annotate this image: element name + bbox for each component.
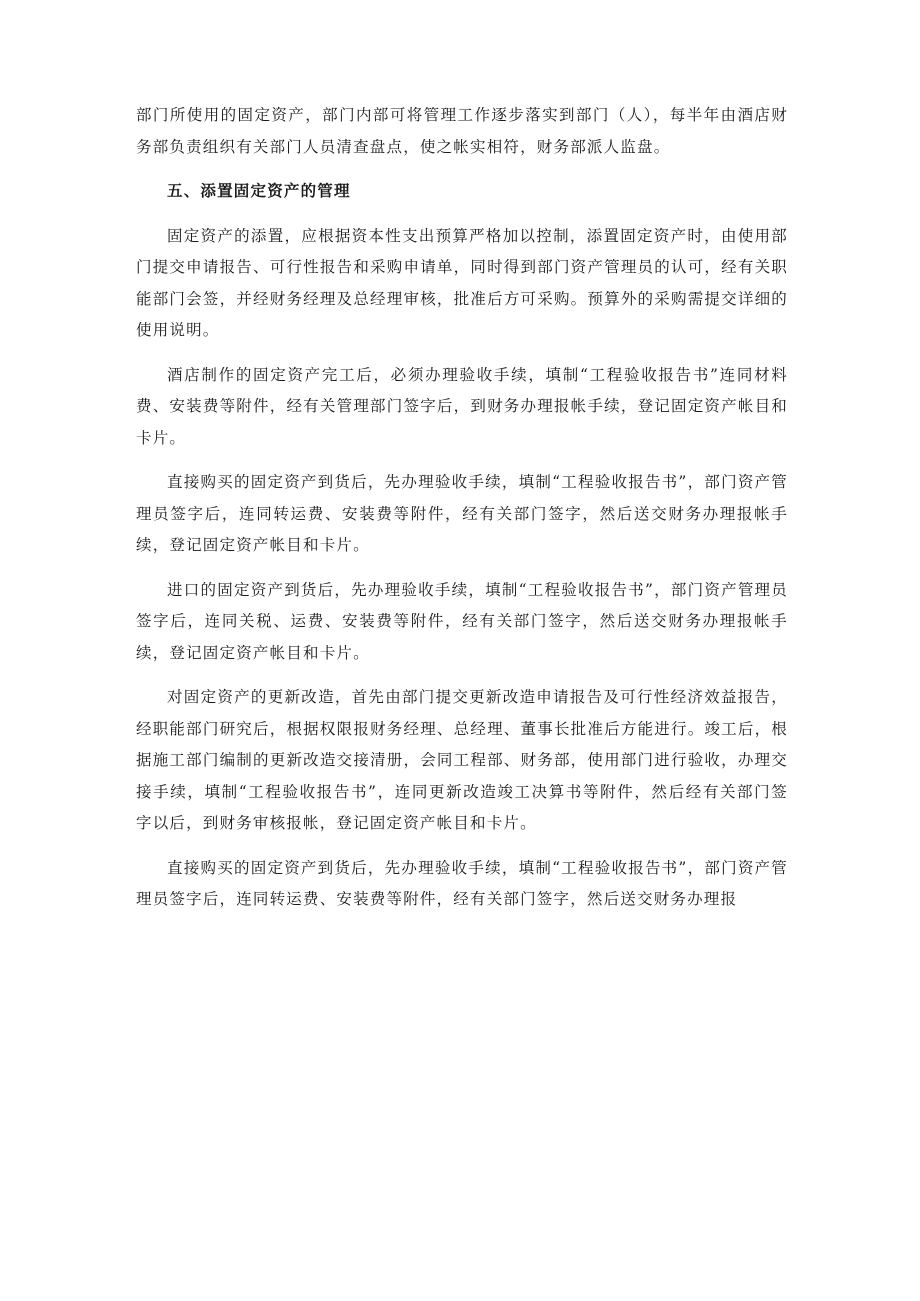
paragraph-acquisition: 固定资产的添置，应根据资本性支出预算严格加以控制，添置固定资产时，由使用部门提交申请报告、可行性报告和采购申请单，同时得到部门资产管理员的认可，经有关职能部门会签，并经财务经理及总经理审核，批准后方可采购。预算外的采购需提交详细的使用说明。 <box>136 226 788 339</box>
document-page <box>136 100 788 929</box>
paragraph-direct-purchase: 直接购买的固定资产到货后，先办理验收手续，填制“工程验收报告书”，部门资产管理员签字后，连同转运费、安装费等附件，经有关部门签字，然后送交财务办理报帐手续，登记固定资产帐目和卡片。 <box>136 473 788 554</box>
paragraph-self-made: 酒店制作的固定资产完工后，必须办理验收手续，填制“工程验收报告书”连同材料费、安装费等附件，经有关管理部门签字后，到财务办理报帐手续，登记固定资产帐目和卡片。 <box>136 365 788 447</box>
paragraph-imported: 进口的固定资产到货后，先办理验收手续，填制“工程验收报告书”，部门资产管理员签字后，连同关税、运费、安装费等附件，经有关部门签字，然后送交财务办理报帐手续，登记固定资产帐目和卡片。 <box>136 580 788 662</box>
paragraph-intro: 部门所使用的固定资产，部门内部可将管理工作逐步落实到部门（人），每半年由酒店财务部负责组织有关部门人员清查盘点，使之帐实相符，财务部派人监盘。 <box>136 106 788 156</box>
paragraph-renovation: 对固定资产的更新改造，首先由部门提交更新改造申请报告及可行性经济效益报告，经职能部门研究后，根据权限报财务经理、总经理、董事长批准后方能进行。竣工后，根据施工部门编制的更新改造交接清册，会同工程部、财务部，使用部门进行验收，办理交接手续，填制“工程验收报告书”，连同更新改造竣工决算书等附件，然后经有关部门签字以后，到财务审核报帐，登记固定资产帐目和卡片。 <box>136 688 788 832</box>
paragraph-direct-purchase-repeat: 直接购买的固定资产到货后，先办理验收手续，填制“工程验收报告书”，部门资产管理员签字后，连同转运费、安装费等附件，经有关部门签字，然后送交财务办理报 <box>136 858 788 908</box>
section-heading: 五、添置固定资产的管理 <box>167 182 351 200</box>
